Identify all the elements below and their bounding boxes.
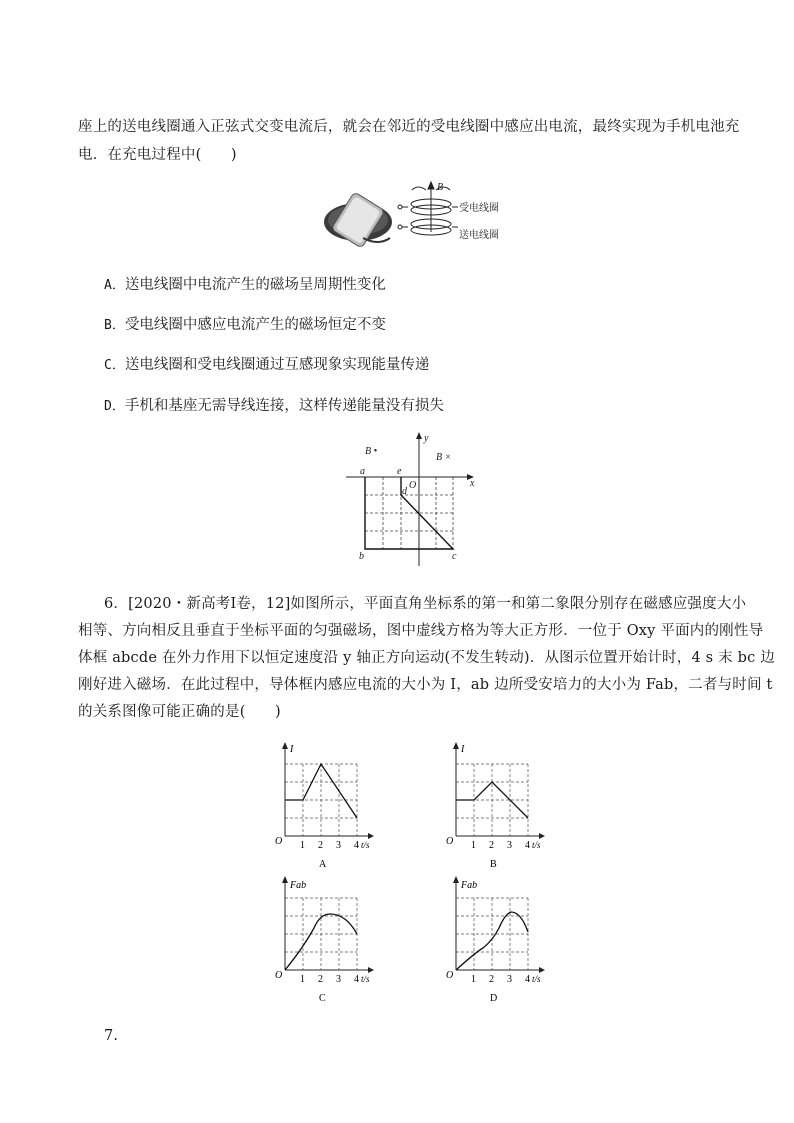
q6-line-4: 刚好进入磁场．在此过程中，导体框内感应电流的大小为 I，ab 边所受安培力的大小为 Fab，二者与时间 t (78, 677, 773, 693)
q5-line-2: 电．在充电过程中( ) (78, 147, 237, 163)
y-axis-label: y (424, 433, 429, 444)
phone-on-pad-image (324, 192, 392, 248)
q6-line-3: 体框 abcde 在外力作用下以恒定速度沿 y 轴正方向运动(不发生转动)．从图示位置开始计时，4 s 末 bc 边 (78, 650, 775, 666)
tick-a-3: 3 (336, 840, 341, 851)
tick-d-1: 1 (471, 974, 476, 985)
q6-line-1: 6．[2020・新高考Ⅰ卷，12]如图所示，平面直角坐标系的第一和第二象限分别存在磁感应强度大小 (104, 596, 747, 612)
wireless-charger-figure (318, 180, 508, 248)
point-c-label: c (452, 551, 457, 562)
graph-label-d: D (490, 993, 498, 1004)
tick-d-3: 3 (507, 974, 512, 985)
tick-d-2: 2 (489, 974, 494, 985)
tick-c-4: 4 (354, 974, 359, 985)
tick-c-3: 3 (336, 974, 341, 985)
tick-b-4: 4 (525, 840, 530, 851)
b-dot-label: B • (365, 446, 378, 457)
graph-label-c: C (319, 993, 326, 1004)
receiving-coil-label: 受电线圈 (459, 203, 499, 214)
sending-coil-label: 送电线圈 (459, 230, 499, 241)
coil-diagram (398, 182, 458, 235)
q5-line-1: 座上的送电线圈通入正弦式交变电流后，就会在邻近的受电线圈中感应出电流，最终实现为手机电池充 (78, 119, 740, 135)
x-label-c: t/s (361, 974, 370, 984)
option-d: D．手机和基座无需导线连接，这样传递能量没有损失 (104, 398, 444, 414)
y-label-c: Fab (290, 880, 307, 891)
x-label-b: t/s (532, 840, 541, 850)
x-axis-label: x (470, 478, 475, 489)
conductor-frame-figure (338, 428, 483, 568)
y-label-b: I (461, 744, 465, 755)
tick-a-1: 1 (300, 840, 305, 851)
origin-d: O (446, 970, 454, 981)
point-e-label: e (397, 466, 402, 477)
graph-c (270, 874, 385, 1006)
tick-c-1: 1 (300, 974, 305, 985)
tick-c-2: 2 (318, 974, 323, 985)
b-cross-label: B × (436, 452, 452, 463)
curve-c (285, 914, 357, 970)
origin-c: O (275, 970, 283, 981)
point-b-label: b (359, 551, 364, 562)
point-d-label: d (402, 486, 407, 497)
x-label-a: t/s (361, 840, 370, 850)
graph-d (441, 874, 556, 1006)
x-label-d: t/s (532, 974, 541, 984)
tick-a-4: 4 (354, 840, 359, 851)
q6-line-2: 相等、方向相反且垂直于坐标平面的匀强磁场，图中虚线方格为等大正方形．一位于 Oxy 平面内的刚性导 (78, 623, 764, 639)
b-field-label: B (437, 182, 444, 193)
graph-label-a: A (319, 859, 327, 870)
graph-label-b: B (490, 859, 497, 870)
option-b: B．受电线圈中感应电流产生的磁场恒定不变 (104, 317, 386, 333)
y-label-a: I (290, 744, 294, 755)
point-a-label: a (360, 466, 365, 477)
graph-b (441, 740, 556, 872)
tick-b-3: 3 (507, 840, 512, 851)
origin-a: O (275, 836, 283, 847)
option-a: A．送电线圈中电流产生的磁场呈周期性变化 (104, 277, 386, 293)
origin-label: O (409, 480, 417, 491)
q6-line-5: 的关系图像可能正确的是( ) (78, 704, 281, 720)
tick-d-4: 4 (525, 974, 530, 985)
y-label-d: Fab (461, 880, 478, 891)
tick-b-2: 2 (489, 840, 494, 851)
tick-b-1: 1 (471, 840, 476, 851)
origin-b: O (446, 836, 454, 847)
graph-a (270, 740, 385, 872)
option-c: C．送电线圈和受电线圈通过互感现象实现能量传递 (104, 357, 430, 373)
tick-a-2: 2 (318, 840, 323, 851)
q7-number: 7. (104, 1028, 119, 1044)
